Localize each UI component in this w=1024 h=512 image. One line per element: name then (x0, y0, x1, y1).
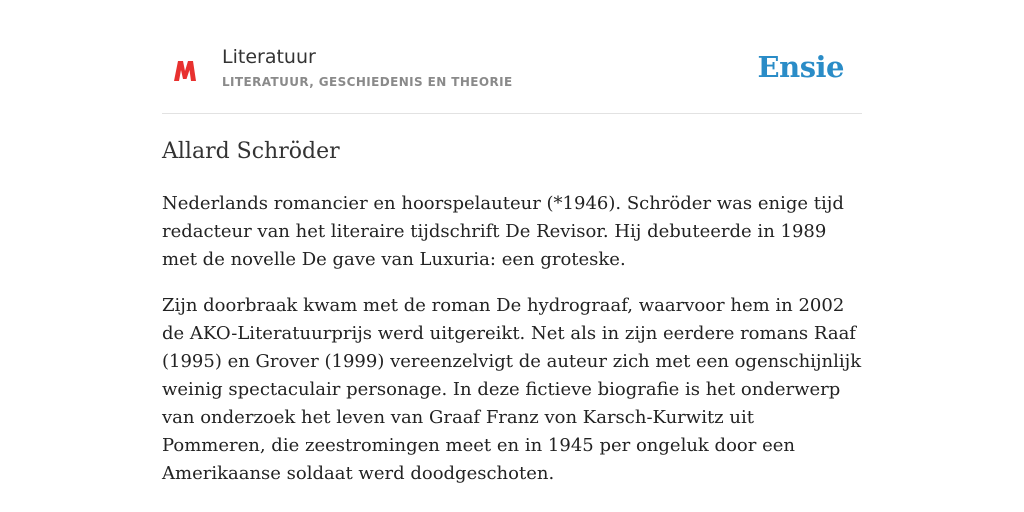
ensie-brand-logo[interactable]: Ensie (757, 50, 844, 84)
article-paragraph-2: Zijn doorbraak kwam met de roman De hydrograaf, waarvoor hem in 2002 de AKO-Literatuurprijs werd uitgereikt. Net als in zijn eerdere romans Raaf (1995) en Grover (1999) vereenzelvigt de auteur zich met een ogenschijnlijk weinig spectaculair personage. In deze fictieve biografie is het onderwerp van onderzoek het leven van Graaf Franz von Karsch-Kurwitz uit Pommeren, die zeestromingen meet en in 1945 per ongeluk door een Amerikaanse soldaat werd doodgeschoten. (162, 295, 862, 484)
article-title: Allard Schröder (162, 139, 340, 164)
article (162, 136, 862, 488)
category-title[interactable]: Literatuur (222, 46, 316, 68)
m-logo-icon[interactable] (172, 57, 198, 83)
category-subtitle: LITERATUUR, GESCHIEDENIS EN THEORIE (222, 75, 513, 89)
article-paragraph-1: Nederlands romancier en hoorspelauteur (*1946). Schröder was enige tijd redacteur van het literaire tijdschrift De Revisor. Hij debuteerde in 1989 met de novelle De gave van Luxuria: een groteske. (162, 193, 844, 270)
header (162, 40, 862, 114)
